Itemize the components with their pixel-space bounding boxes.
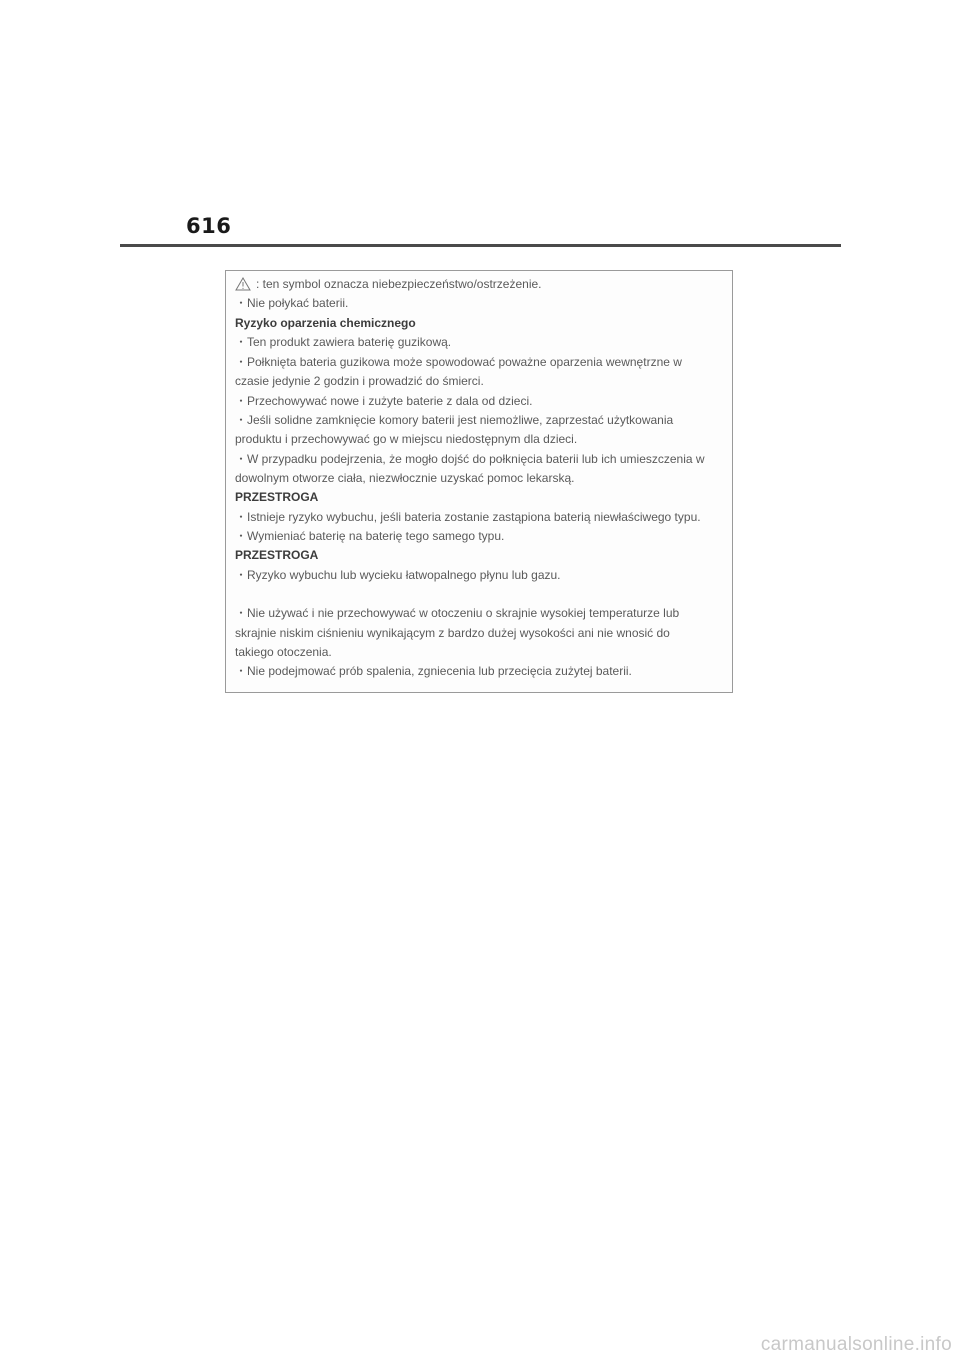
notice-line: ・Wymieniać baterię na baterię tego samego typu.	[235, 529, 505, 543]
warning-symbol-text: : ten symbol oznacza niebezpieczeństwo/ostrzeżenie.	[256, 277, 542, 291]
notice-line: ・W przypadku podejrzenia, że mogło dojść do połknięcia baterii lub ich umieszczenia w	[235, 452, 705, 466]
notice-line: ・Połknięta bateria guzikowa może spowodować poważne oparzenia wewnętrzne w	[235, 355, 682, 369]
notice-line: ・Ten produkt zawiera baterię guzikową.	[235, 335, 452, 349]
notice-line: produktu i przechowywać go w miejscu niedostępnym dla dzieci.	[235, 432, 578, 446]
warning-triangle-icon	[235, 277, 251, 291]
notice-line: ・Przechowywać nowe i zużyte baterie z dala od dzieci.	[235, 394, 533, 408]
notice-line: skrajnie niskim ciśnieniu wynikającym z bardzo dużej wysokości ani nie wnosić do	[235, 626, 670, 640]
notice-line: ・Nie używać i nie przechowywać w otoczeniu o skrajnie wysokiej temperaturze lub	[235, 606, 680, 620]
warning-symbol-row	[235, 277, 726, 291]
notice-line: takiego otoczenia.	[235, 645, 332, 659]
section-heading: PRZESTROGA	[235, 490, 319, 504]
section-heading: Ryzyko oparzenia chemicznego	[235, 316, 416, 330]
notice-line: dowolnym otworze ciała, niezwłocznie uzyskać pomoc lekarską.	[235, 471, 575, 485]
notice-line: ・Istnieje ryzyko wybuchu, jeśli bateria zostanie zastąpiona baterią niewłaściwego typu.	[235, 510, 701, 524]
notice-line: ・Jeśli solidne zamknięcie komory baterii jest niemożliwe, zaprzestać użytkowania	[235, 413, 674, 427]
header-rule	[120, 244, 841, 247]
notice-line: ・Nie połykać baterii.	[235, 296, 349, 310]
notice-line: czasie jedynie 2 godzin i prowadzić do śmierci.	[235, 374, 484, 388]
notice-line: ・Ryzyko wybuchu lub wycieku łatwopalnego płynu lub gazu.	[235, 568, 561, 582]
battery-warning-box	[225, 270, 733, 693]
page-number: 616	[186, 214, 232, 238]
notice-line: ・Nie podejmować prób spalenia, zgniecenia lub przecięcia zużytej baterii.	[235, 664, 632, 678]
site-watermark: carmanualsonline.info	[760, 1334, 952, 1355]
section-heading: PRZESTROGA	[235, 548, 319, 562]
